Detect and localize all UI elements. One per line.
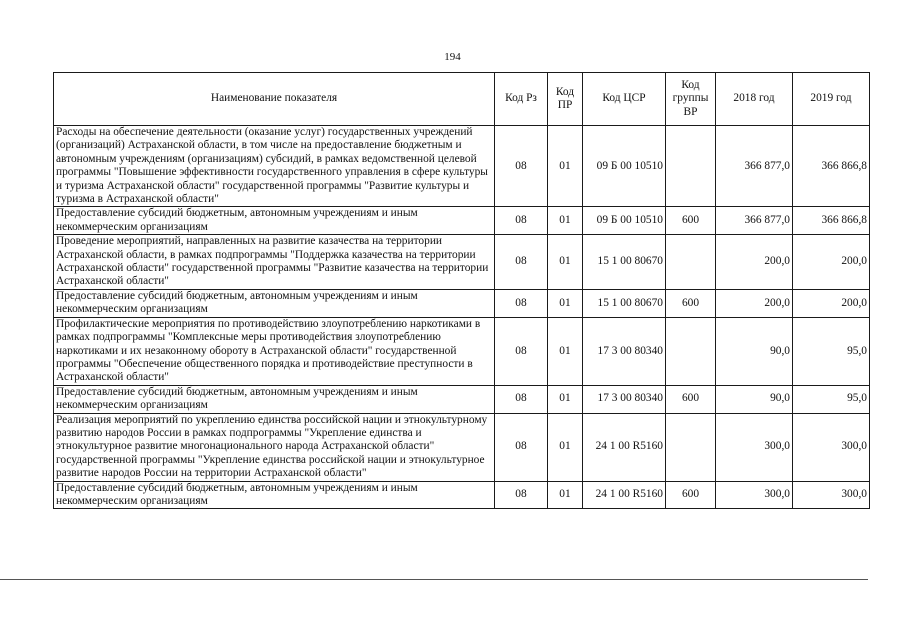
row-2018: 300,0: [716, 481, 793, 509]
row-csr: 24 1 00 R5160: [583, 481, 666, 509]
header-pr: Код ПР: [548, 73, 583, 126]
row-csr: 15 1 00 80670: [583, 289, 666, 317]
table-row: [54, 481, 870, 509]
row-rz: 08: [495, 481, 548, 509]
table-row: [54, 385, 870, 413]
row-vr: [666, 317, 716, 385]
row-name: Предоставление субсидий бюджетным, автономным учреждениям и иным некоммерческим организациям: [54, 289, 495, 317]
row-2018: 366 877,0: [716, 207, 793, 235]
table-body: [54, 126, 870, 509]
header-rz: Код Рз: [495, 73, 548, 126]
row-2019: 95,0: [793, 385, 870, 413]
row-rz: 08: [495, 317, 548, 385]
row-csr: 09 Б 00 10510: [583, 207, 666, 235]
row-2019: 300,0: [793, 481, 870, 509]
row-vr: 600: [666, 385, 716, 413]
header-2019: 2019 год: [793, 73, 870, 126]
row-rz: 08: [495, 413, 548, 481]
table-row: [54, 317, 870, 385]
header-name: Наименование показателя: [54, 73, 495, 126]
table-row: [54, 126, 870, 207]
row-2019: 95,0: [793, 317, 870, 385]
table-row: [54, 289, 870, 317]
row-pr: 01: [548, 481, 583, 509]
row-name: Предоставление субсидий бюджетным, автономным учреждениям и иным некоммерческим организациям: [54, 207, 495, 235]
row-csr: 09 Б 00 10510: [583, 126, 666, 207]
row-vr: 600: [666, 289, 716, 317]
row-2019: 366 866,8: [793, 126, 870, 207]
row-vr: [666, 413, 716, 481]
row-rz: 08: [495, 385, 548, 413]
row-pr: 01: [548, 235, 583, 290]
row-2018: 200,0: [716, 235, 793, 290]
page-bottom-divider: [0, 579, 868, 580]
row-pr: 01: [548, 126, 583, 207]
row-csr: 15 1 00 80670: [583, 235, 666, 290]
row-csr: 17 3 00 80340: [583, 317, 666, 385]
header-csr: Код ЦСР: [583, 73, 666, 126]
row-2018: 90,0: [716, 317, 793, 385]
row-pr: 01: [548, 385, 583, 413]
row-name: Предоставление субсидий бюджетным, автономным учреждениям и иным некоммерческим организациям: [54, 481, 495, 509]
row-rz: 08: [495, 207, 548, 235]
budget-table: [53, 72, 870, 509]
row-2019: 300,0: [793, 413, 870, 481]
row-vr: [666, 126, 716, 207]
row-name: Предоставление субсидий бюджетным, автономным учреждениям и иным некоммерческим организациям: [54, 385, 495, 413]
row-2018: 200,0: [716, 289, 793, 317]
row-2019: 200,0: [793, 289, 870, 317]
row-name: Реализация мероприятий по укреплению единства российской нации и этнокультурному развитию народов России в рамках подпрограммы "Укрепление единства и этнокультурное развитие многонационального народа Астраханской области" государственной программы "Укрепление единства российской нации и этнокультурное развитие народов России на территории Астраханской области": [54, 413, 495, 481]
row-pr: 01: [548, 289, 583, 317]
row-2018: 366 877,0: [716, 126, 793, 207]
row-pr: 01: [548, 207, 583, 235]
row-vr: 600: [666, 207, 716, 235]
header-vr: Код группы ВР: [666, 73, 716, 126]
header-row: [54, 73, 870, 126]
table-row: [54, 207, 870, 235]
row-vr: 600: [666, 481, 716, 509]
row-rz: 08: [495, 126, 548, 207]
row-csr: 17 3 00 80340: [583, 385, 666, 413]
row-name: Расходы на обеспечение деятельности (оказание услуг) государственных учреждений (организаций) Астраханской области, в том числе на предоставление бюджетным и автономным учреждениям (организациям) субсидий, в рамках ведомственной целевой программы "Повышение эффективности государственного управления в сфере культуры и туризма Астраханской области" государственной программы "Развитие культуры и туризма в Астраханской области": [54, 126, 495, 207]
table-header: [54, 73, 870, 126]
row-pr: 01: [548, 317, 583, 385]
header-2018: 2018 год: [716, 73, 793, 126]
page-number: 194: [444, 51, 461, 63]
row-2019: 366 866,8: [793, 207, 870, 235]
row-2018: 300,0: [716, 413, 793, 481]
row-name: Проведение мероприятий, направленных на развитие казачества на территории Астраханской области, в рамках подпрограммы "Поддержка казачества на территории Астраханской области" государственной программы "Развитие казачества на территории Астраханской области": [54, 235, 495, 290]
row-vr: [666, 235, 716, 290]
table-row: [54, 413, 870, 481]
row-rz: 08: [495, 289, 548, 317]
row-2018: 90,0: [716, 385, 793, 413]
row-rz: 08: [495, 235, 548, 290]
row-name: Профилактические мероприятия по противодействию злоупотреблению наркотиками в рамках подпрограммы "Комплексные меры противодействия злоупотреблению наркотиками и их незаконному обороту в Астраханской области" государственной программы "Обеспечение общественного порядка и противодействие преступности в Астраханской области": [54, 317, 495, 385]
row-2019: 200,0: [793, 235, 870, 290]
row-csr: 24 1 00 R5160: [583, 413, 666, 481]
row-pr: 01: [548, 413, 583, 481]
table-row: [54, 235, 870, 290]
